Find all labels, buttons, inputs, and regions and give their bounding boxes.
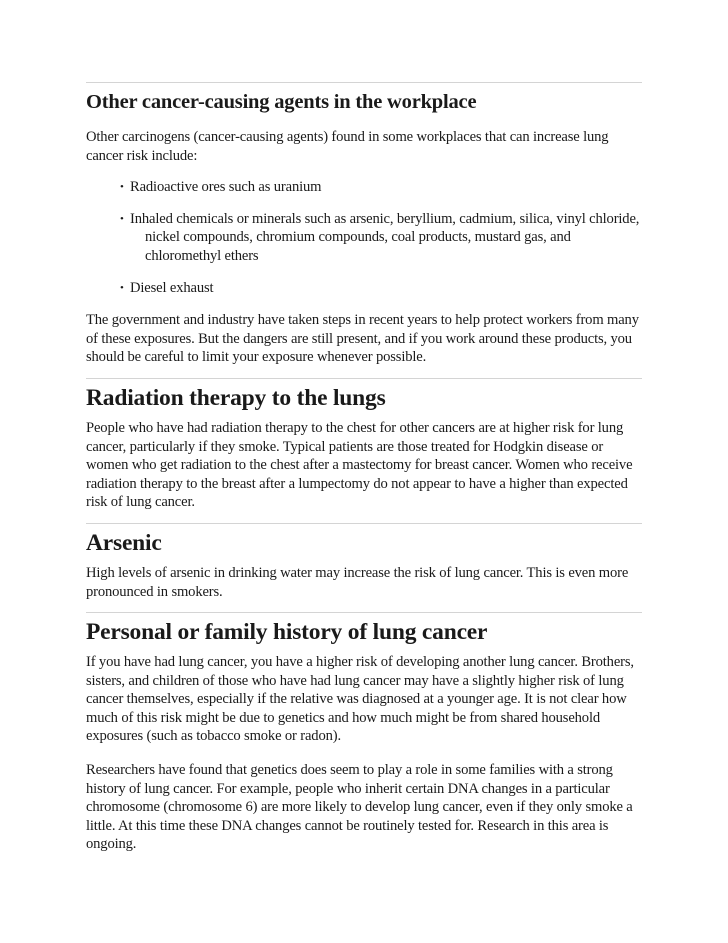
family-history-paragraph-1: If you have had lung cancer, you have a higher risk of developing another lung cancer. Brothers, sisters, and children of those who have had lung cancer may have a slightly higher risk of lung cancer themselves, especially if the relative was diagnosed at a younger age. It is not clear how much of this risk might be due to genetics and how much might be from shared household exposures (such as tobacco smoke or radon). xyxy=(86,654,634,745)
carcinogen-list xyxy=(86,178,642,297)
bullet-icon: • xyxy=(120,181,124,194)
list-item: • Diesel exhaust xyxy=(120,279,214,296)
radiation-paragraph: People who have had radiation therapy to the chest for other cancers are at higher risk for lung cancer, particularly if they smoke. Typical patients are those treated for Hodgkin disease or women who get radiation to the chest after a mastectomy for breast cancer. Women who receive radiation therapy to the breast after a lumpectomy do not appear to have a higher than expected risk of lung cancer. xyxy=(86,419,633,511)
heading-radiation-therapy: Radiation therapy to the lungs xyxy=(86,384,386,411)
bullet-icon: • xyxy=(120,281,124,294)
list-item: • Inhaled chemicals or minerals such as arsenic, beryllium, cadmium, silica, vinyl chloride, nickel compounds, chromium compounds, coal products, mustard gas, and chloromethyl ethers xyxy=(120,210,640,264)
document-page xyxy=(86,82,642,854)
list-item: • Radioactive ores such as uranium xyxy=(120,179,322,196)
workplace-paragraph: The government and industry have taken steps in recent years to help protect workers from many of these exposures. But the dangers are still present, and if you work around these products, you should be careful to limit your exposure whenever possible. xyxy=(86,312,639,366)
heading-workplace-agents: Other cancer-causing agents in the workplace xyxy=(86,91,477,113)
family-history-paragraph-2: Researchers have found that genetics does seem to play a role in some families with a strong history of lung cancer. For example, people who inherit certain DNA changes in a particular chromosome (chromosome 6) are more likely to develop lung cancer, even if they only smoke a little. At this time these DNA changes cannot be routinely tested for. Research in this area is ongoing. xyxy=(86,762,633,853)
arsenic-paragraph: High levels of arsenic in drinking water may increase the risk of lung cancer. This is even more pronounced in smokers. xyxy=(86,564,629,600)
workplace-intro: Other carcinogens (cancer-causing agents) found in some workplaces that can increase lung cancer risk include: xyxy=(86,129,609,164)
heading-arsenic: Arsenic xyxy=(86,529,162,556)
heading-family-history: Personal or family history of lung cancer xyxy=(86,619,488,646)
bullet-icon: • xyxy=(120,212,124,225)
